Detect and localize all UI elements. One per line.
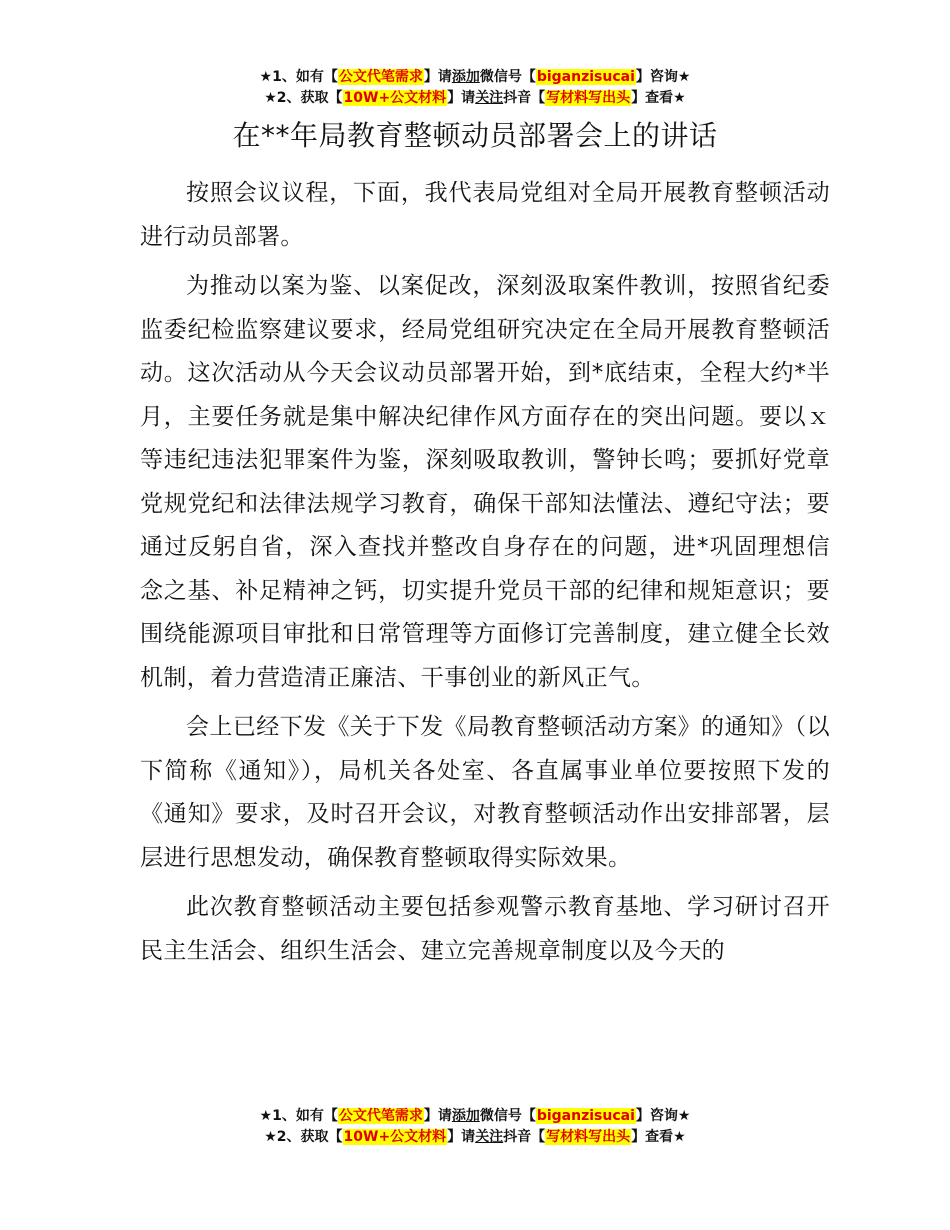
banner-line-1: ★1、如有【公文代笔需求】请添加微信号【biganzisucai】咨询★	[259, 1108, 691, 1124]
paragraph: 按照会议议程，下面，我代表局党组对全局开展教育整顿活动进行动员部署。	[140, 180, 830, 250]
banner-highlight: biganzisucai	[536, 69, 635, 85]
banner-highlight: 写材料写出头	[546, 1129, 631, 1145]
banner-line-2: ★2、获取【10W+公文材料】请关注抖音【写材料写出头】查看★	[264, 90, 686, 106]
banner-line-2: ★2、获取【10W+公文材料】请关注抖音【写材料写出头】查看★	[264, 1129, 686, 1145]
banner-highlight: 10W+公文材料	[343, 90, 447, 106]
banner-highlight: 公文代笔需求	[338, 69, 423, 85]
banner-highlight: 写材料写出头	[546, 90, 631, 106]
footer-banner	[0, 1106, 950, 1148]
banner-highlight: 10W+公文材料	[343, 1129, 447, 1145]
paragraph: 会上已经下发《关于下发《局教育整顿活动方案》的通知》（以下简称《通知》），局机关各处室、各直属事业单位要按照下发的《通知》要求，及时召开会议，对教育整顿活动作出安排部署，层层进行思想发动，确保教育整顿取得实际效果。	[140, 714, 830, 871]
document-title: 在**年局教育整顿动员部署会上的讲话	[232, 119, 718, 152]
header-banner	[0, 67, 950, 109]
banner-line-1: ★1、如有【公文代笔需求】请添加微信号【biganzisucai】咨询★	[259, 69, 691, 85]
document-body	[140, 172, 830, 979]
banner-highlight: 公文代笔需求	[338, 1108, 423, 1124]
paragraph: 此次教育整顿活动主要包括参观警示教育基地、学习研讨召开民主生活会、组织生活会、建立完善规章制度以及今天的	[140, 894, 830, 964]
paragraph: 为推动以案为鉴、以案促改，深刻汲取案件教训，按照省纪委监委纪检监察建议要求，经局党组研究决定在全局开展教育整顿活动。这次活动从今天会议动员部署开始，到*底结束，全程大约*半月，主要任务就是集中解决纪律作风方面存在的突出问题。要以ｘ等违纪违法犯罪案件为鉴，深刻吸取教训，警钟长鸣；要抓好党章党规党纪和法律法规学习教育，确保干部知法懂法、遵纪守法；要通过反躬自省，深入查找并整改自身存在的问题，进*巩固理想信念之基、补足精神之钙，切实提升党员干部的纪律和规矩意识；要围绕能源项目审批和日常管理等方面修订完善制度，建立健全长效机制，着力营造清正廉洁、干事创业的新风正气。	[140, 273, 830, 691]
banner-highlight: biganzisucai	[536, 1108, 635, 1124]
